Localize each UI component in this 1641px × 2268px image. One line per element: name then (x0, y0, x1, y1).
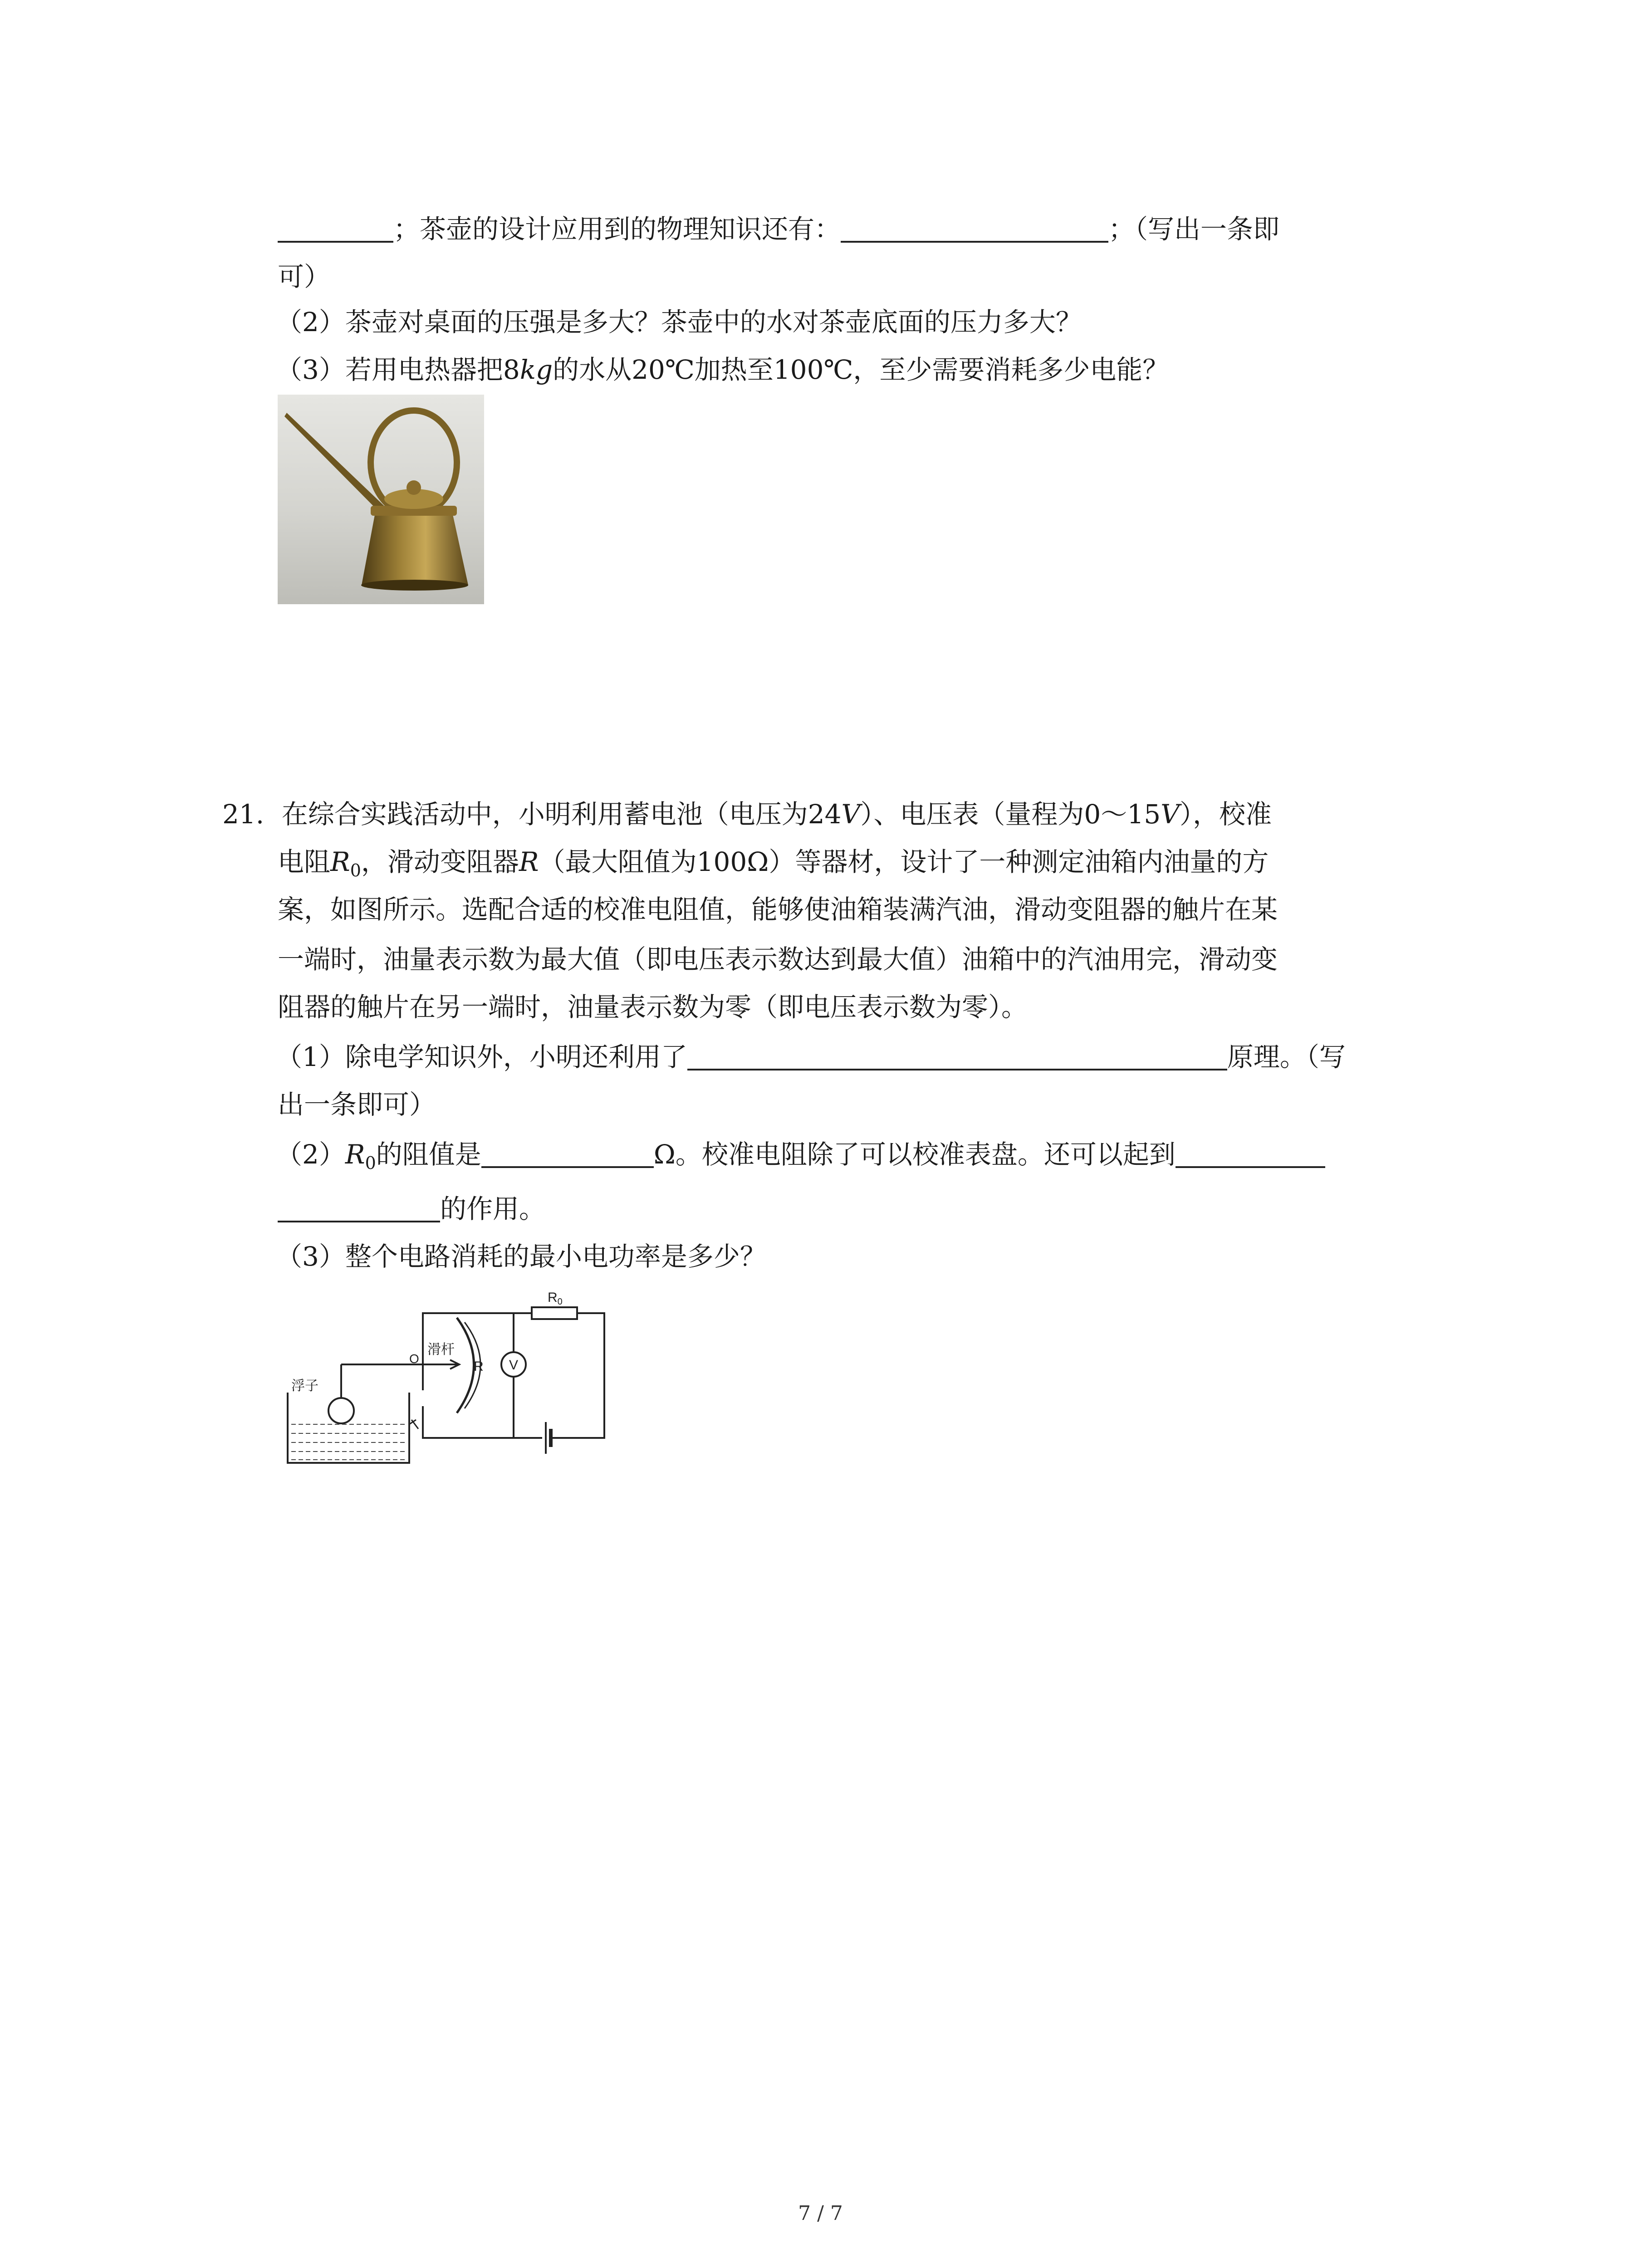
q20-subquestion-3: （3）若用电热器把8kg的水从20℃加热至100℃，至少需要消耗多少电能？ (276, 354, 1169, 385)
slider-label: 滑杆 (427, 1342, 455, 1357)
q21-number: 21. (222, 799, 265, 830)
q21-line1: 21. 在综合实践活动中，小明利用蓄电池（电压为24V）、电压表（量程为0～15V），校准 (222, 799, 1272, 830)
teapot-photo (278, 395, 484, 604)
page-number: 7 / 7 (798, 2202, 843, 2225)
oil-gauge-circuit-diagram (278, 1284, 613, 1497)
pivot-label: O (409, 1352, 419, 1366)
voltmeter-label: V (509, 1358, 519, 1373)
rheostat-label: R (474, 1359, 484, 1374)
q21-line4: 一端时，油量表示数为最大值（即电压表示数达到最大值）油箱中的汽油用完，滑动变 (278, 944, 1278, 975)
q20-line2: 可） (278, 261, 331, 292)
answer-blank[interactable] (1176, 1138, 1325, 1168)
q21-line2: 电阻$R_0$，滑动变阻器R（最大阻值为100Ω）等器材，设计了一种测定油箱内油量的方 (278, 846, 1269, 880)
q21-subquestion-2-tail: 的作用。 (278, 1191, 545, 1227)
answer-blank[interactable] (481, 1138, 654, 1168)
r0-label: $R_0$ (548, 1290, 563, 1307)
answer-blank[interactable] (687, 1041, 1227, 1070)
float-label: 浮子 (291, 1378, 318, 1393)
answer-blank[interactable] (278, 213, 393, 243)
answer-blank[interactable] (841, 213, 1108, 243)
q20-line1: ；茶壶的设计应用到的物理知识还有： ；（写出一条即 (278, 211, 1279, 247)
answer-blank[interactable] (278, 1193, 440, 1222)
q21-subquestion-2: $(2)R_0$的阻值是 Ω。校准电阻除了可以校准表盘。还可以起到 (276, 1136, 1325, 1181)
q21-line5: 阻器的触片在另一端时，油量表示数为零（即电压表示数为零）。 (278, 992, 1028, 1022)
q21-subquestion-3: （3）整个电路消耗的最小电功率是多少？ (276, 1241, 766, 1272)
q21-subquestion-1: （1）除电学知识外，小明还利用了 原理。（写 (276, 1041, 1346, 1072)
q21-subquestion-1-tail: 出一条即可） (278, 1089, 436, 1120)
q20-subquestion-2: （2）茶壶对桌面的压强是多大？茶壶中的水对茶壶底面的压力多大？ (276, 307, 1082, 337)
q21-line3: 案，如图所示。选配合适的校准电阻值，能够使油箱装满汽油，滑动变阻器的触片在某 (278, 894, 1278, 925)
